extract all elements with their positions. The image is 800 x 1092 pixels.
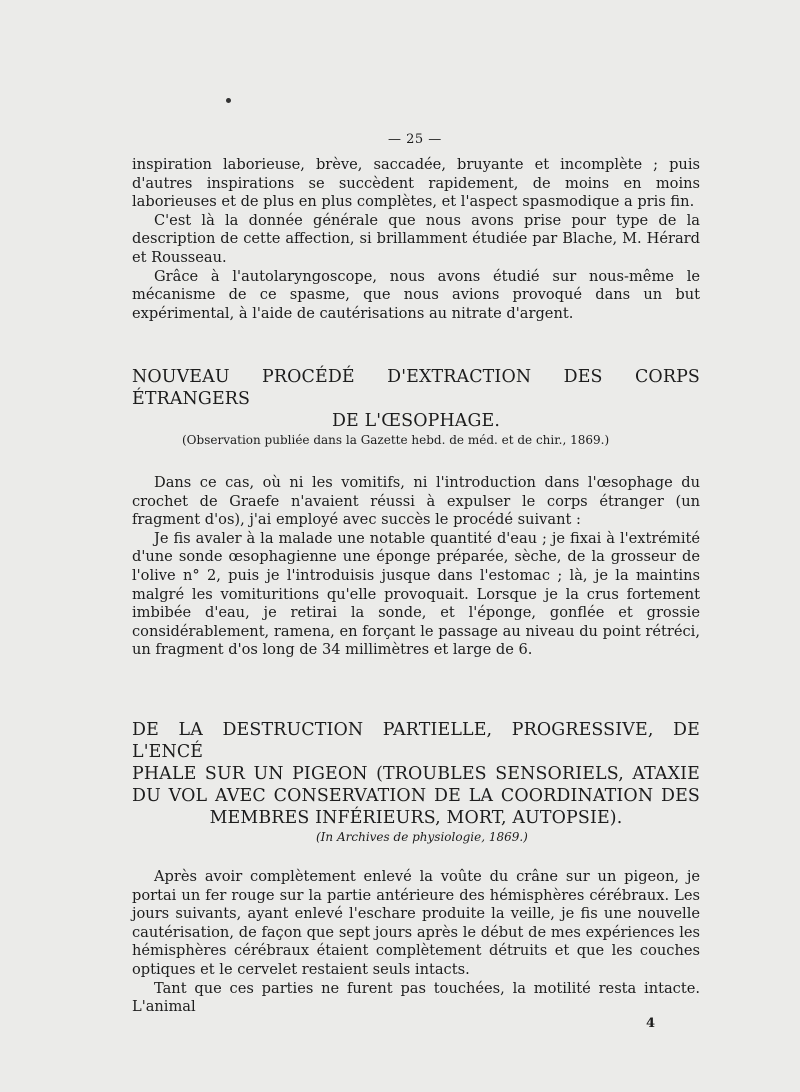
- heading-line: DE L'ŒSOPHAGE.: [331, 411, 501, 431]
- heading-line: MEMBRES INFÉRIEURS, MORT, AUTOPSIE).: [209, 808, 623, 828]
- article-heading-pigeon: [132, 719, 700, 829]
- article-body-pigeon: [132, 868, 700, 1017]
- heading-line: NOUVEAU PROCÉDÉ D'EXTRACTION DES CORPS ÉTRANGERS: [132, 367, 700, 409]
- continuation-text: [132, 156, 700, 323]
- article-source-citation: (In Archives de physiologie, 1869.): [316, 830, 528, 844]
- paragraph: C'est là la donnée générale que nous avons prise pour type de la description de cette affection, si brillamment étudiée par Blache, M. Hérard et Rousseau.: [132, 211, 700, 266]
- article-source-citation: (Observation publiée dans la Gazette hebd. de méd. et de chir., 1869.): [182, 433, 610, 447]
- ink-dot-mark: [226, 98, 231, 103]
- heading-line: DE LA DESTRUCTION PARTIELLE, PROGRESSIVE, DE L'ENCÉ: [132, 720, 700, 762]
- page-number: — 25 —: [388, 132, 442, 147]
- paragraph: inspiration laborieuse, brève, saccadée, bruyante et incomplète ; puis d'autres inspirations se succèdent rapidement, de moins en moins laborieuses et de plus en plus complètes, et l'aspect spasmodique a pris fin.: [132, 156, 700, 211]
- paragraph: Grâce à l'autolaryngoscope, nous avons étudié sur nous-même le mécanisme de ce spasme, que nous avions provoqué dans un but expérimental, à l'aide de cautérisations au nitrate d'argent.: [132, 267, 700, 322]
- paragraph: Après avoir complètement enlevé la voûte du crâne sur un pigeon, je portai un fer rouge sur la partie antérieure des hémisphères cérébraux. Les jours suivants, ayant enlevé l'eschare produite la veille, je fis une nouvelle cautérisation, de façon que sept jours après le début de mes expériences les hémisphères cérébraux étaient complètement détruits et que les couches optiques et le cervelet restaient seuls intacts.: [132, 868, 700, 978]
- article-heading-oesophage: [132, 366, 700, 432]
- signature-folio-number: 4: [646, 1016, 656, 1031]
- paragraph: Je fis avaler à la malade une notable quantité d'eau ; je fixai à l'extrémité d'une sonde œsophagienne une éponge préparée, sèche, de la grosseur de l'olive n° 2, puis je l'introduisis jusque dans l'estomac ; là, je la maintins malgré les vomituritions qu'elle provoquait. Lorsque je la crus fortement imbibée d'eau, je retirai la sonde, et l'éponge, gonflée et grossie considérablement, ramena, en forçant le passage au niveau du point rétréci, un fragment d'os long de 34 millimètres et large de 6.: [132, 529, 700, 659]
- heading-line: PHALE SUR UN PIGEON (TROUBLES SENSORIELS, ATAXIE: [132, 764, 700, 784]
- paragraph: Tant que ces parties ne furent pas touchées, la motilité resta intacte. L'animal: [132, 979, 700, 1016]
- article-body-oesophage: [132, 474, 700, 660]
- paragraph: Dans ce cas, où ni les vomitifs, ni l'introduction dans l'œsophage du crochet de Graefe n'avaient réussi à expulser le corps étranger (un fragment d'os), j'ai employé avec succès le procédé suivant :: [132, 474, 700, 529]
- heading-line: DU VOL AVEC CONSERVATION DE LA COORDINATION DES: [132, 786, 700, 806]
